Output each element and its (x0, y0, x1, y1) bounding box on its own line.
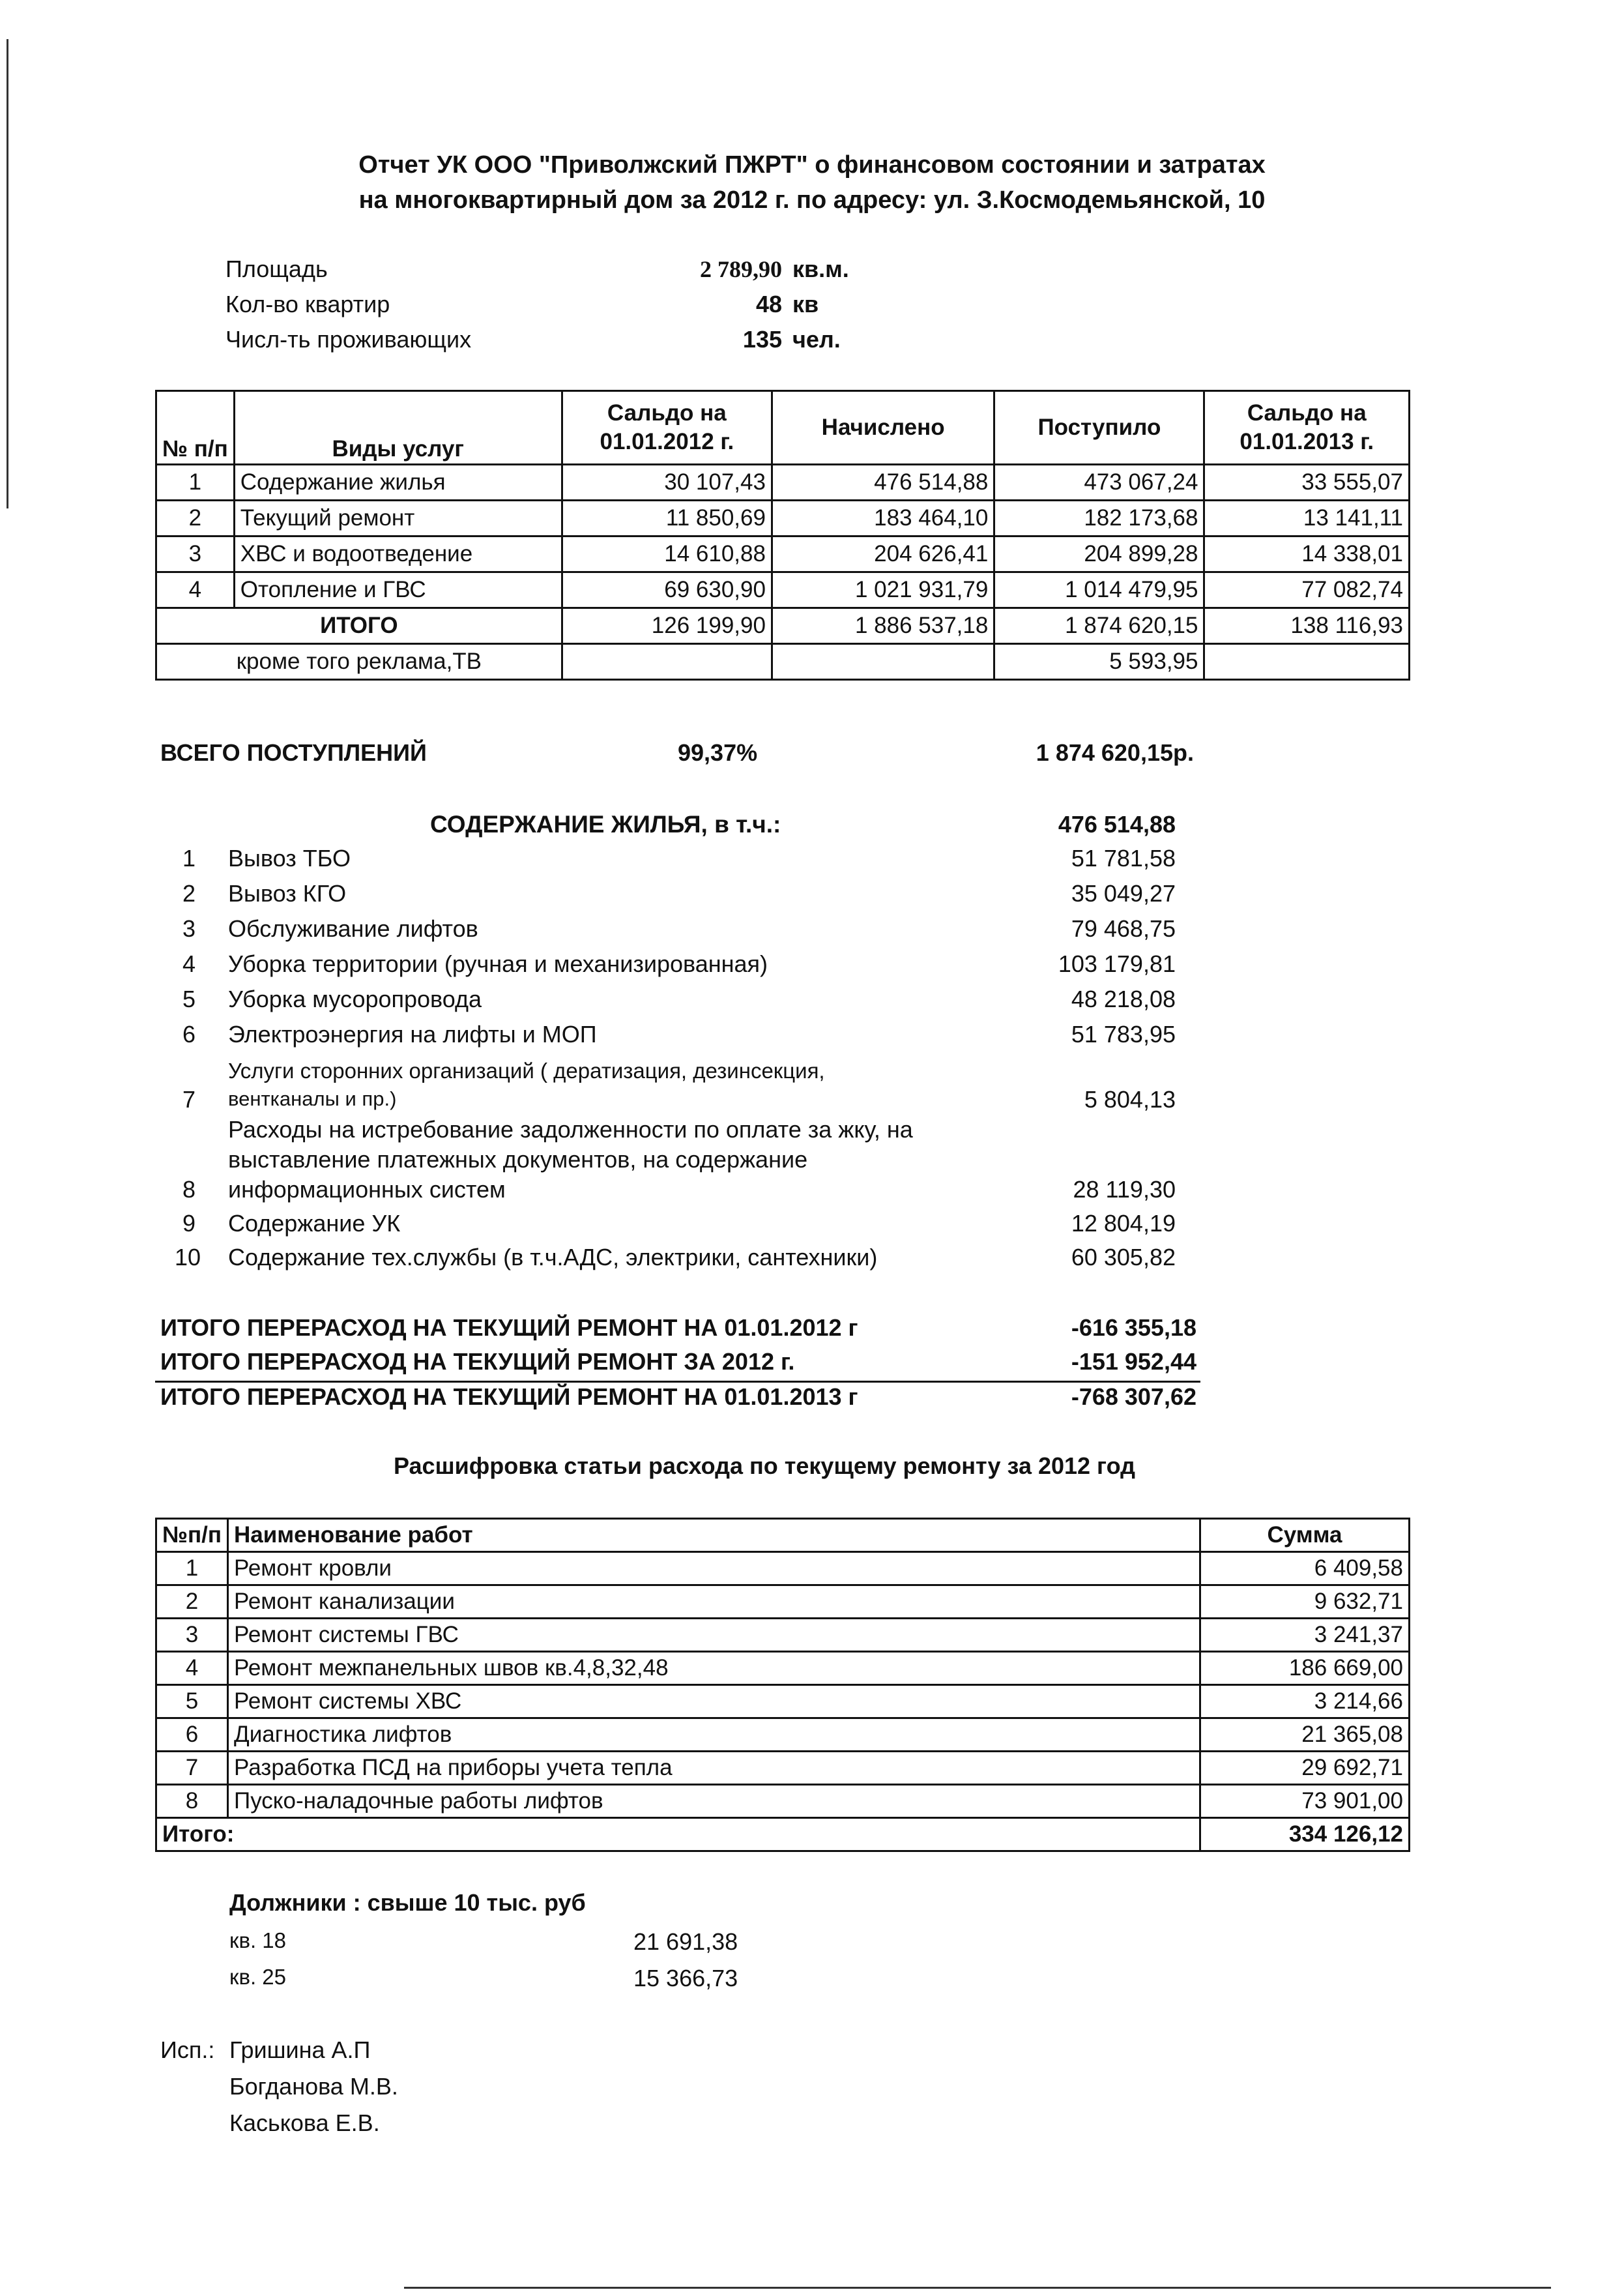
finance-extra-row (156, 644, 1410, 680)
row-charged: 204 626,41 (772, 536, 994, 572)
repair-total-row (156, 1818, 1410, 1851)
extra-received: 5 593,95 (994, 644, 1204, 680)
row-sum: 3 214,66 (1200, 1685, 1409, 1718)
debtors-title: Должники : свыше 10 тыс. руб (229, 1889, 586, 1916)
header-saldo-start-line1: Сальдо на (607, 400, 727, 426)
row-work-name: Ремонт межпанельных швов кв.4,8,32,48 (228, 1652, 1200, 1685)
repair-table-header (156, 1519, 1410, 1552)
item-amount: 60 305,82 (1071, 1244, 1176, 1271)
debtor-amount: 21 691,38 (633, 1928, 738, 1955)
item-amount: 35 049,27 (1071, 880, 1176, 907)
header-saldo-end-line1: Сальдо на (1247, 400, 1367, 426)
item-text-line3: информационных систем (228, 1176, 506, 1203)
total-income-percent: 99,37% (678, 739, 758, 766)
header-service: Виды услуг (234, 391, 562, 465)
table-row (156, 536, 1410, 572)
item-text: Обслуживание лифтов (228, 915, 478, 942)
row-num: 3 (156, 1619, 228, 1652)
row-service: Текущий ремонт (234, 501, 562, 536)
row-num: 1 (156, 465, 235, 501)
item-amount: 28 119,30 (1073, 1176, 1176, 1203)
row-sum: 186 669,00 (1200, 1652, 1409, 1685)
row-saldo-end: 13 141,11 (1204, 501, 1410, 536)
item-num: 9 (182, 1210, 196, 1237)
row-work-name: Разработка ПСД на приборы учета тепла (228, 1752, 1200, 1785)
row-service: Отопление и ГВС (234, 572, 562, 608)
row-saldo-start: 14 610,88 (562, 536, 772, 572)
item-num: 1 (182, 845, 196, 872)
row-service: ХВС и водоотведение (234, 536, 562, 572)
row-work-name: Ремонт системы ХВС (228, 1685, 1200, 1718)
residents-value: 135 (742, 326, 782, 353)
row-num: 3 (156, 536, 235, 572)
row-saldo-start: 11 850,69 (562, 501, 772, 536)
item-text-line1: Расходы на истребование задолженности по оплате за жку, на (228, 1116, 913, 1143)
overspend-label: ИТОГО ПЕРЕРАСХОД НА ТЕКУЩИЙ РЕМОНТ НА 01.01.2013 г (160, 1383, 858, 1410)
row-sum: 9 632,71 (1200, 1585, 1409, 1619)
item-num: 10 (175, 1244, 201, 1271)
item-amount: 5 804,13 (1084, 1086, 1176, 1113)
row-sum: 73 901,00 (1200, 1785, 1409, 1818)
report-title-line-1: Отчет УК ООО "Приволжский ПЖРТ" о финансовом состоянии и затратах (358, 151, 1266, 179)
repair-total-sum: 334 126,12 (1200, 1818, 1409, 1851)
item-num: 6 (182, 1021, 196, 1048)
row-service: Содержание жилья (234, 465, 562, 501)
row-num: 2 (156, 1585, 228, 1619)
row-charged: 183 464,10 (772, 501, 994, 536)
header-saldo-end (1204, 391, 1410, 465)
header-saldo-end-line2: 01.01.2013 г. (1240, 429, 1374, 454)
row-work-name: Ремонт кровли (228, 1552, 1200, 1585)
row-sum: 21 365,08 (1200, 1718, 1409, 1752)
housing-title: СОДЕРЖАНИЕ ЖИЛЬЯ, в т.ч.: (430, 811, 781, 838)
row-work-name: Ремонт системы ГВС (228, 1619, 1200, 1652)
overspend-divider (155, 1381, 1200, 1383)
row-saldo-start: 30 107,43 (562, 465, 772, 501)
total-label: ИТОГО (156, 608, 562, 644)
item-amount: 103 179,81 (1058, 950, 1176, 977)
row-num: 1 (156, 1552, 228, 1585)
item-amount: 79 468,75 (1071, 915, 1176, 942)
row-sum: 29 692,71 (1200, 1752, 1409, 1785)
repair-total-label: Итого: (156, 1818, 1200, 1851)
header-received: Поступило (994, 391, 1204, 465)
row-received: 182 173,68 (994, 501, 1204, 536)
item-text: Уборка территории (ручная и механизированная) (228, 950, 768, 977)
row-work-name: Диагностика лифтов (228, 1718, 1200, 1752)
table-row (156, 1685, 1410, 1718)
header-saldo-start (562, 391, 772, 465)
repair-title: Расшифровка статьи расхода по текущему ремонту за 2012 год (394, 1452, 1135, 1479)
report-title-line-2: на многоквартирный дом за 2012 г. по адресу: ул. З.Космодемьянской, 10 (358, 186, 1266, 214)
row-charged: 1 021 931,79 (772, 572, 994, 608)
item-amount: 12 804,19 (1071, 1210, 1176, 1237)
executor-name: Богданова М.В. (229, 2073, 398, 2100)
residents-unit: чел. (792, 326, 841, 353)
total-charged: 1 886 537,18 (772, 608, 994, 644)
row-work-name: Пуско-наладочные работы лифтов (228, 1785, 1200, 1818)
row-charged: 476 514,88 (772, 465, 994, 501)
executor-name: Гришина А.П (229, 2036, 371, 2063)
header-charged: Начислено (772, 391, 994, 465)
item-text: Вывоз ТБО (228, 845, 351, 872)
table-row (156, 572, 1410, 608)
housing-total: 476 514,88 (1058, 811, 1176, 838)
item-num: 4 (182, 950, 196, 977)
scan-edge-line (7, 39, 8, 508)
apartments-value: 48 (755, 291, 782, 317)
finance-total-row (156, 608, 1410, 644)
row-received: 1 014 479,95 (994, 572, 1204, 608)
item-text-line2: выставление платежных документов, на содержание (228, 1146, 808, 1173)
item-amount: 51 781,58 (1071, 845, 1176, 872)
table-row (156, 1619, 1410, 1652)
area-unit: кв.м. (792, 256, 849, 282)
header-work-name: Наименование работ (228, 1519, 1200, 1552)
row-num: 7 (156, 1752, 228, 1785)
overspend-amount: -616 355,18 (1071, 1314, 1196, 1341)
extra-empty-cell (1204, 644, 1410, 680)
extra-label: кроме того реклама,ТВ (156, 644, 562, 680)
row-num: 6 (156, 1718, 228, 1752)
row-work-name: Ремонт канализации (228, 1585, 1200, 1619)
item-num: 8 (182, 1176, 196, 1203)
table-row (156, 501, 1410, 536)
finance-table-header (156, 391, 1410, 465)
header-saldo-start-line2: 01.01.2012 г. (600, 429, 734, 454)
table-row (156, 1785, 1410, 1818)
debtor-apartment: кв. 18 (229, 1928, 287, 1952)
table-row (156, 465, 1410, 501)
table-row (156, 1552, 1410, 1585)
header-num: № п/п (156, 391, 235, 465)
item-num: 2 (182, 880, 196, 907)
table-row (156, 1752, 1410, 1785)
item-text-line2: вентканалы и пр.) (228, 1087, 397, 1110)
row-num: 4 (156, 572, 235, 608)
row-num: 4 (156, 1652, 228, 1685)
table-row (156, 1718, 1410, 1752)
item-num: 7 (182, 1086, 196, 1113)
row-saldo-end: 33 555,07 (1204, 465, 1410, 501)
overspend-amount: -151 952,44 (1071, 1348, 1196, 1375)
total-saldo-end: 138 116,93 (1204, 608, 1410, 644)
item-text: Содержание УК (228, 1210, 401, 1237)
apartments-unit: кв (792, 291, 819, 317)
row-num: 2 (156, 501, 235, 536)
apartments-label: Кол-во квартир (225, 291, 390, 317)
scan-bottom-line (404, 2287, 1551, 2289)
header-num: №п/п (156, 1519, 228, 1552)
item-amount: 51 783,95 (1071, 1021, 1176, 1048)
row-saldo-end: 77 082,74 (1204, 572, 1410, 608)
debtor-apartment: кв. 25 (229, 1965, 287, 1989)
overspend-label: ИТОГО ПЕРЕРАСХОД НА ТЕКУЩИЙ РЕМОНТ НА 01.01.2012 г (160, 1314, 858, 1341)
item-text-line1: Услуги сторонних организаций ( дератизация, дезинсекция, (228, 1059, 825, 1083)
row-num: 5 (156, 1685, 228, 1718)
item-text: Вывоз КГО (228, 880, 347, 907)
item-num: 3 (182, 915, 196, 942)
row-sum: 3 241,37 (1200, 1619, 1409, 1652)
item-text: Содержание тех.службы (в т.ч.АДС, электрики, сантехники) (228, 1244, 878, 1271)
row-received: 473 067,24 (994, 465, 1204, 501)
row-sum: 6 409,58 (1200, 1552, 1409, 1585)
area-value: 2 789,90 (700, 256, 782, 282)
total-income-amount: 1 874 620,15р. (1036, 739, 1194, 766)
table-row (156, 1585, 1410, 1619)
table-row (156, 1652, 1410, 1685)
area-label: Площадь (225, 256, 328, 282)
residents-label: Числ-ть проживающих (225, 326, 472, 353)
executors-label: Исп.: (160, 2036, 215, 2063)
executor-name: Каськова Е.В. (229, 2109, 380, 2136)
item-num: 5 (182, 986, 196, 1012)
row-received: 204 899,28 (994, 536, 1204, 572)
extra-empty-cell (772, 644, 994, 680)
total-received: 1 874 620,15 (994, 608, 1204, 644)
finance-table (155, 390, 1410, 681)
item-text: Уборка мусоропровода (228, 986, 482, 1012)
debtor-amount: 15 366,73 (633, 1965, 738, 1991)
row-saldo-start: 69 630,90 (562, 572, 772, 608)
extra-empty-cell (562, 644, 772, 680)
overspend-amount: -768 307,62 (1071, 1383, 1196, 1410)
total-saldo-start: 126 199,90 (562, 608, 772, 644)
row-saldo-end: 14 338,01 (1204, 536, 1410, 572)
total-income-label: ВСЕГО ПОСТУПЛЕНИЙ (160, 739, 427, 766)
repair-table (155, 1518, 1410, 1852)
item-amount: 48 218,08 (1071, 986, 1176, 1012)
item-text: Электроэнергия на лифты и МОП (228, 1021, 597, 1048)
overspend-label: ИТОГО ПЕРЕРАСХОД НА ТЕКУЩИЙ РЕМОНТ ЗА 2012 г. (160, 1348, 795, 1375)
header-sum: Сумма (1200, 1519, 1409, 1552)
row-num: 8 (156, 1785, 228, 1818)
